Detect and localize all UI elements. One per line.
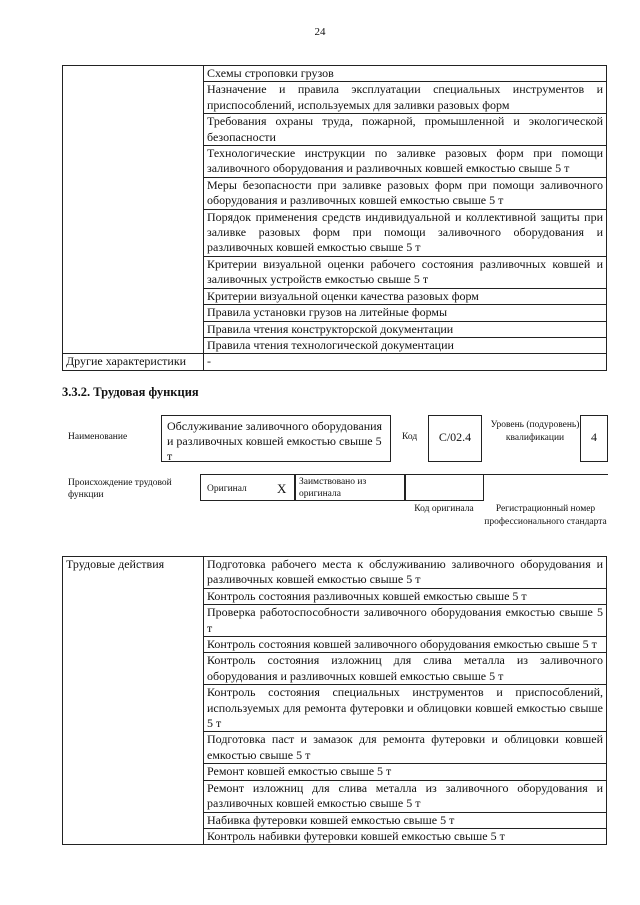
table-cell xyxy=(204,66,607,82)
cell-text: Меры безопасности при заливке разовых форм при помощи заливочного оборудования и разливочных ковшей емкостью свыше 5 т xyxy=(207,177,603,208)
table-cell xyxy=(204,812,607,828)
original-code-label: Код оригинала xyxy=(414,504,474,514)
level-box: 4 xyxy=(580,415,608,462)
cell-text: Подготовка паст и замазок для ремонта футеровки и облицовки ковшей емкостью свыше 5 т xyxy=(207,732,603,762)
cell-text: Правила чтения технологической документации xyxy=(207,337,454,352)
table-cell xyxy=(204,305,607,321)
section-heading: 3.3.2. Трудовая функция xyxy=(62,385,199,399)
cell-text: Контроль набивки футеровки ковшей емкостью свыше 5 т xyxy=(207,828,505,843)
name-label: Наименование xyxy=(68,432,128,442)
table-row xyxy=(63,557,607,589)
other-label-cell xyxy=(63,354,204,370)
code-label: Код xyxy=(402,432,418,442)
labor-actions-table xyxy=(62,556,607,845)
table-left-cell xyxy=(63,66,204,354)
cell-text: Схемы строповки грузов xyxy=(207,66,334,80)
table-row xyxy=(63,66,607,82)
table-cell xyxy=(204,605,607,637)
cell-text: Контроль состояния разливочных ковшей емкостью свыше 5 т xyxy=(207,588,527,603)
other-value: - xyxy=(207,354,211,369)
cell-text: Правила установки грузов на литейные формы xyxy=(207,305,448,320)
page-number: 24 xyxy=(314,26,326,38)
other-label: Другие характеристики xyxy=(66,354,187,369)
table-cell xyxy=(204,780,607,812)
reg-number-box xyxy=(483,474,608,501)
level-label: Уровень (подуровень) квалификации xyxy=(490,420,580,443)
table-cell xyxy=(204,114,607,146)
table-cell xyxy=(204,288,607,304)
reg-number-label: Регистрационный номер профессионального стандарта xyxy=(484,504,607,527)
table-cell xyxy=(204,764,607,780)
function-name-box: Обслуживание заливочного оборудования и разливочных ковшей емкостью свыше 5 т xyxy=(161,415,391,462)
cell-text: Проверка работоспособности заливочного оборудования емкостью свыше 5 т xyxy=(207,605,603,635)
table-row-other xyxy=(63,354,607,370)
table-cell xyxy=(204,209,607,256)
cell-text: Ремонт изложниц для слива металла из заливочного оборудования и разливочных ковшей емкостью свыше 5 т xyxy=(207,780,603,811)
cell-text: Назначение и правила эксплуатации специальных инструментов и приспособлений, используемых для заливки разовых форм xyxy=(207,82,603,112)
labor-actions-label-cell xyxy=(63,557,204,845)
cell-text: Технологические инструкции по заливке разовых форм при помощи заливочного оборудования и разливочных ковшей емкостью свыше 5 т xyxy=(207,146,603,176)
table-cell xyxy=(204,557,607,589)
original-code-box xyxy=(405,474,483,501)
cell-text: Критерии визуальной оценки рабочего состояния разливочных ковшей и заливочных устройств емкостью свыше 5 т xyxy=(207,256,603,287)
origin-label: Происхождение трудовой функции xyxy=(68,478,172,500)
table-cell xyxy=(204,256,607,288)
original-label: Оригинал xyxy=(207,484,247,494)
cell-text: Правила чтения конструкторской документации xyxy=(207,321,454,336)
original-mark: Х xyxy=(277,481,287,496)
table-cell xyxy=(204,337,607,353)
cell-text: Контроль состояния специальных инструментов и приспособлений, используемых для ремонта футеровки и облицовки ковшей емкостью свыше 5 т xyxy=(207,685,603,731)
cell-text: Подготовка рабочего места к обслуживанию заливочного оборудования и разливочных ковшей емкостью свыше 5 т xyxy=(207,557,603,587)
table-cell xyxy=(204,653,607,685)
cell-text: Порядок применения средств индивидуальной и коллективной защиты при заливке разовых форм при помощи заливочного оборудования и разливочных ковшей емкостью свыше 5 т xyxy=(207,209,603,255)
borrowed-box: Заимствовано из оригинала xyxy=(295,474,405,501)
cell-text: Набивка футеровки ковшей емкостью свыше 5 т xyxy=(207,812,455,827)
cell-text: Контроль состояния ковшей заливочного оборудования емкостью свыше 5 т xyxy=(207,637,597,652)
other-value-cell xyxy=(204,354,607,370)
table-cell xyxy=(204,828,607,844)
table-cell xyxy=(204,732,607,764)
cell-text: Ремонт ковшей емкостью свыше 5 т xyxy=(207,764,392,779)
labor-actions-label: Трудовые действия xyxy=(66,557,165,571)
table-cell xyxy=(204,588,607,604)
knowledge-table xyxy=(62,65,607,371)
table-cell xyxy=(204,637,607,653)
code-box: С/02.4 xyxy=(428,415,482,462)
table-cell xyxy=(204,685,607,732)
table-cell xyxy=(204,82,607,114)
cell-text: Контроль состояния изложниц для слива металла из заливочного оборудования и разливочных ковшей емкостью свыше 5 т xyxy=(207,653,603,683)
table-cell xyxy=(204,146,607,178)
table-cell xyxy=(204,321,607,337)
cell-text: Критерии визуальной оценки качества разовых форм xyxy=(207,288,479,303)
cell-text: Требования охраны труда, пожарной, промышленной и экологической безопасности xyxy=(207,114,603,144)
table-cell xyxy=(204,177,607,209)
